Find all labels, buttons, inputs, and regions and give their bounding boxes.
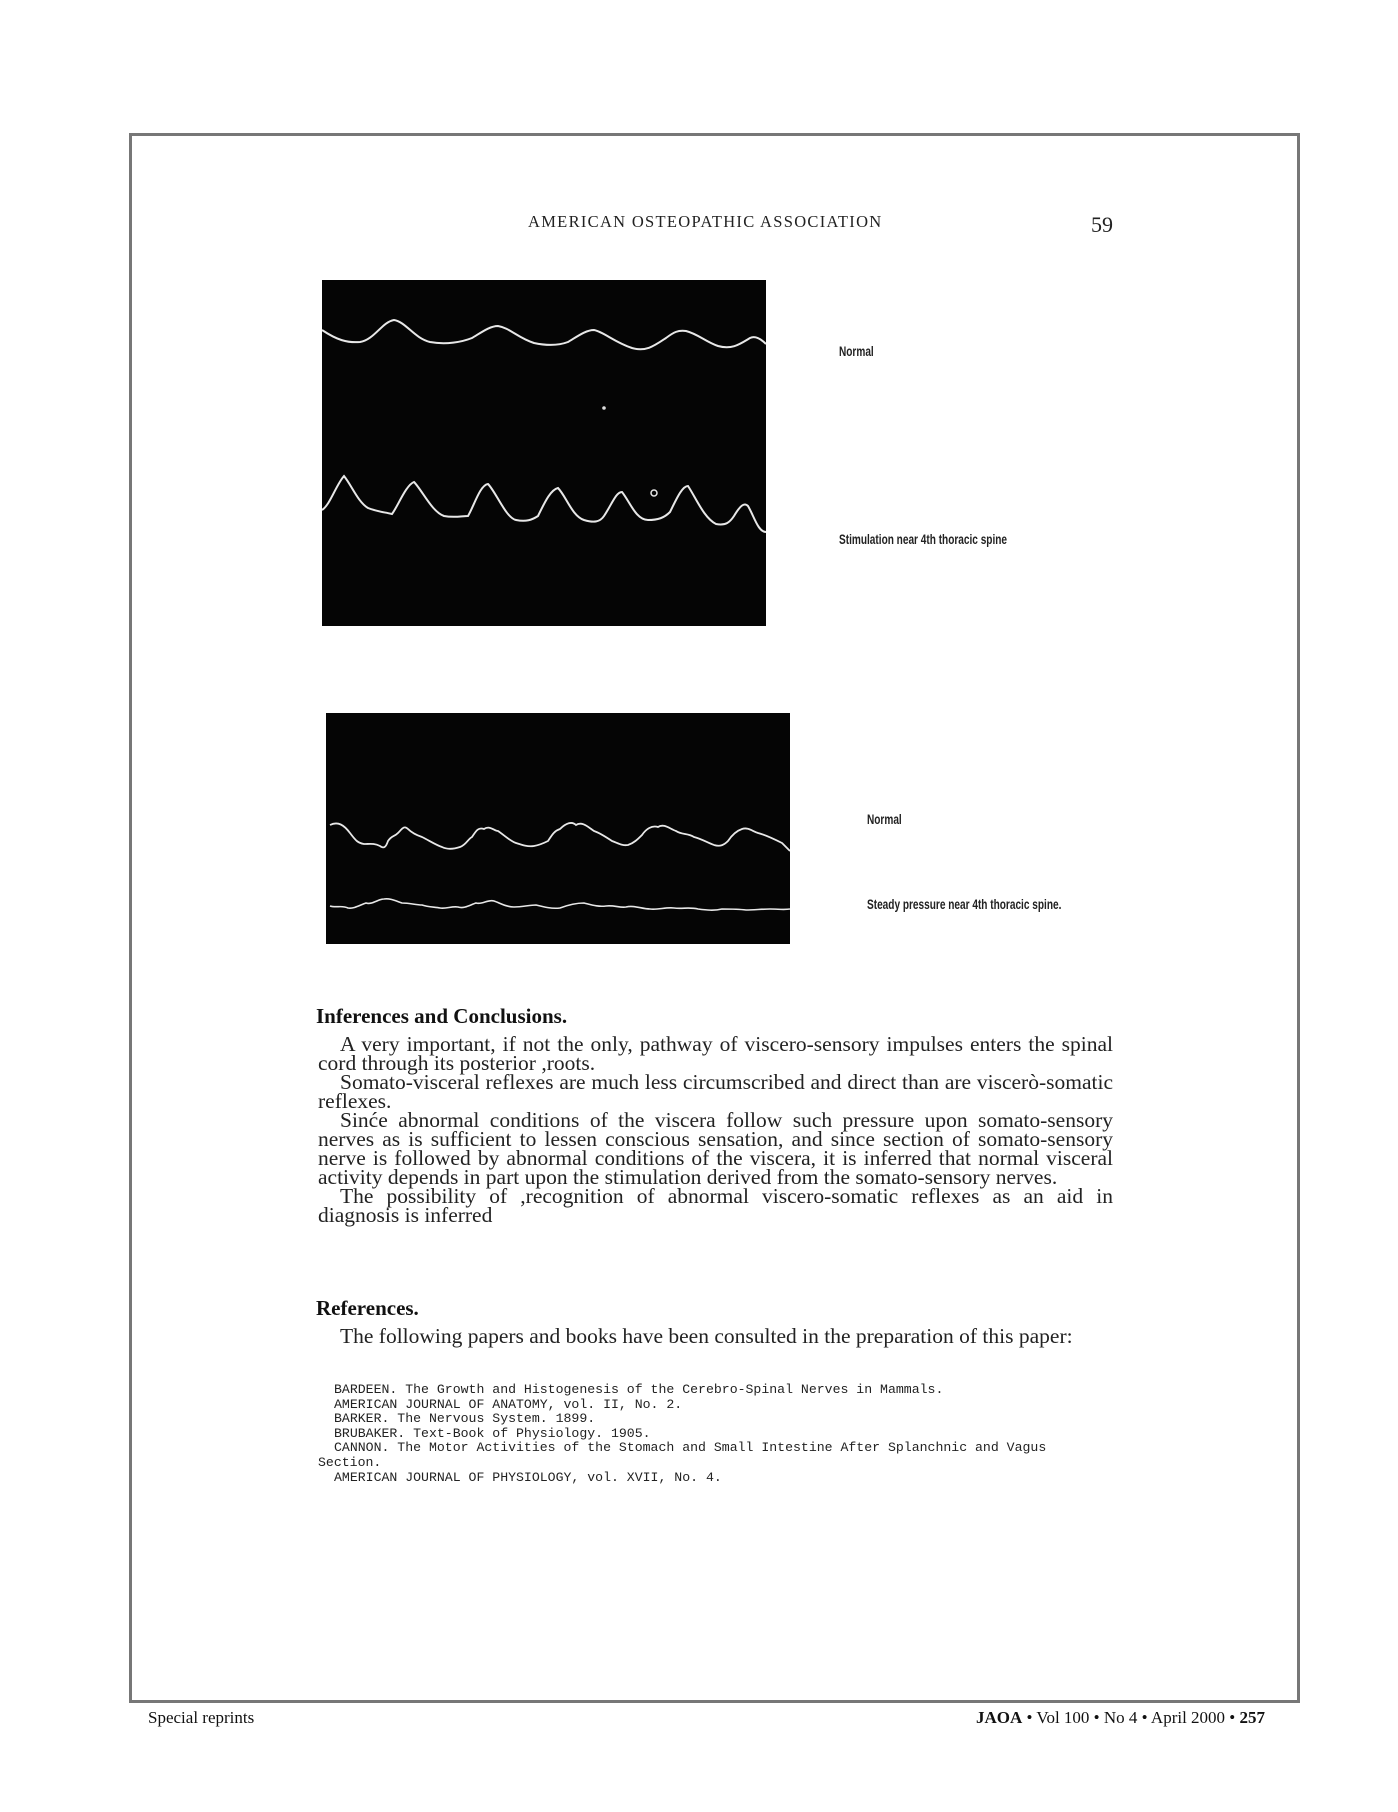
inferences-body: [318, 1032, 1113, 1227]
section-heading-inferences: Inferences and Conclusions.: [316, 1004, 568, 1028]
running-head: AMERICAN OSTEOPATHIC ASSOCIATION: [528, 212, 883, 231]
paragraph: Somato-visceral reflexes are much less circumscribed and direct than are viscerò-somatic reflexes.: [318, 1070, 1113, 1113]
paragraph: The following papers and books have been consulted in the preparation of this paper:: [340, 1324, 1073, 1348]
figure-1-label-stimulation: Stimulation near 4th thoracic spine: [839, 531, 1008, 547]
figure-1-tracing: [322, 280, 766, 626]
figure-2-tracing: [326, 713, 790, 944]
reference-entry: AMERICAN JOURNAL OF PHYSIOLOGY, vol. XVII, No. 4.: [334, 1469, 722, 1485]
paragraph: The possibility of ,recognition of abnormal viscero-somatic reflexes as an aid in diagnosis is inferred: [318, 1184, 1113, 1227]
figure-1-trace-normal: [322, 320, 766, 349]
footer-issue: • Vol 100 • No 4 • April 2000 •: [1022, 1708, 1240, 1727]
reference-entry: BARDEEN. The Growth and Histogenesis of the Cerebro-Spinal Nerves in Mammals.: [334, 1382, 944, 1397]
footer-page: 257: [1239, 1708, 1265, 1727]
reference-entry: CANNON. The Motor Activities of the Stomach and Small Intestine After Splanchnic and Vagus Section.: [318, 1440, 1047, 1470]
figure-1-traces: [322, 280, 766, 626]
paragraph: Sinće abnormal conditions of the viscera follow such pressure upon somato-sensory nerves as is sufficient to lessen conscious sensation, and since section of somato-sensory nerve is followed by abnormal conditions of the viscera, it is inferred that normal visceral activity depends in part upon the stimulation derived from the somato-sensory nerves.: [318, 1108, 1113, 1189]
figure-2-trace-normal: [330, 823, 714, 849]
footer-citation: [976, 1708, 1265, 1728]
references-intro: [318, 1324, 1113, 1348]
figure-2-trace-steady: [330, 899, 790, 910]
paragraph: A very important, if not the only, pathway of viscero-sensory impulses enters the spinal cord through its posterior ,roots.: [318, 1032, 1113, 1075]
page-number: 59: [1091, 212, 1113, 237]
figure-1-label-normal: Normal: [839, 343, 874, 359]
figure-1-trace-stimulation: [322, 476, 766, 532]
reference-entry: AMERICAN JOURNAL OF ANATOMY, vol. II, No. 2.: [334, 1396, 683, 1412]
footer-special-reprints: Special reprints: [148, 1708, 255, 1727]
figure-2-traces: [326, 713, 790, 944]
footer-journal: JAOA: [975, 1708, 1023, 1727]
figure-2-label-steady-pressure: Steady pressure near 4th thoracic spine.: [867, 896, 1062, 912]
figure-2-label-normal: Normal: [867, 811, 902, 827]
figure-1-speck: [602, 406, 606, 410]
figure-1-marker: [651, 490, 657, 496]
section-heading-references: References.: [316, 1296, 419, 1320]
reference-entry: BARKER. The Nervous System. 1899.: [334, 1411, 596, 1427]
reference-list: [318, 1383, 1113, 1485]
reference-entry: BRUBAKER. Text-Book of Physiology. 1905.: [334, 1425, 651, 1441]
